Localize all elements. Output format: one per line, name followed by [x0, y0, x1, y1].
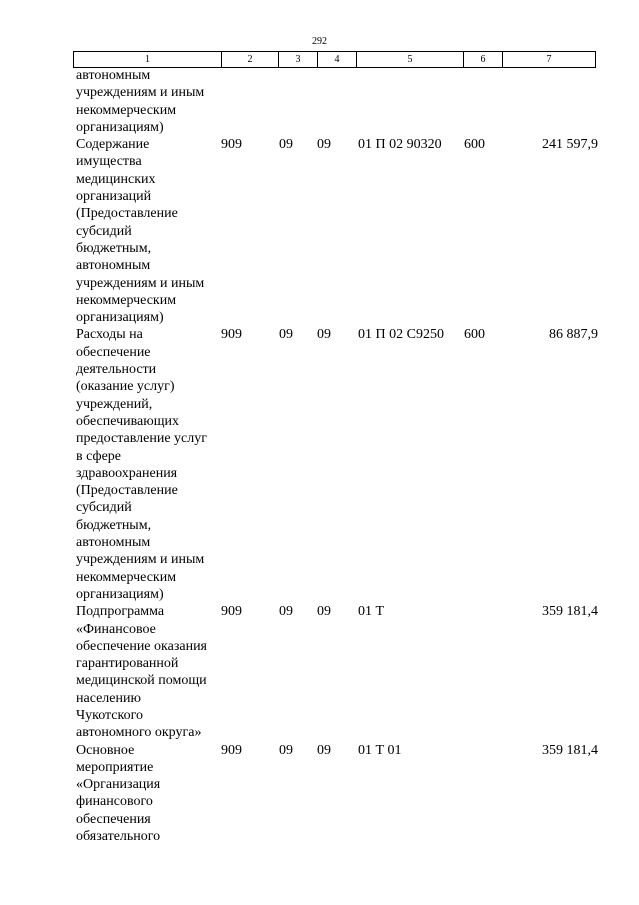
header-col-7: 7 [503, 52, 596, 68]
section-code: 09 [279, 137, 293, 153]
subsection-code: 09 [317, 742, 331, 758]
description-line: автономным [76, 258, 151, 274]
section-code: 09 [279, 327, 293, 343]
description-line: некоммерческим [76, 292, 177, 308]
description-line: учреждениям и иным [76, 552, 205, 568]
table-row [76, 67, 598, 136]
row-description [76, 136, 221, 326]
description-line: автономного округа» [76, 725, 202, 741]
description-line: медицинских [76, 171, 156, 187]
description-line: гарантированной [76, 656, 179, 672]
description-line: организациям) [76, 310, 164, 326]
description-line: организациям) [76, 119, 164, 135]
target-article-code: 01 П 02 С9250 [358, 327, 444, 343]
admin-code: 909 [221, 604, 242, 620]
description-line: обеспечение [76, 344, 151, 360]
section-code: 09 [279, 604, 293, 620]
description-line: «Финансовое [76, 621, 156, 637]
expense-type-code: 600 [464, 137, 485, 153]
section-code: 09 [279, 742, 293, 758]
amount-value: 359 181,4 [542, 604, 598, 620]
subsection-code: 09 [317, 604, 331, 620]
description-line: учреждений, [76, 396, 153, 412]
description-line: бюджетным, [76, 517, 152, 533]
target-article-code: 01 П 02 90320 [358, 137, 442, 153]
admin-code: 909 [221, 137, 242, 153]
header-col-2: 2 [222, 52, 279, 68]
description-line: (Предоставление [76, 483, 178, 499]
description-line: Содержание [76, 137, 150, 153]
description-line: организаций [76, 189, 152, 205]
budget-table-body [76, 67, 598, 845]
target-article-code: 01 Т 01 [358, 742, 402, 758]
row-description [76, 326, 221, 603]
description-line: в сфере [76, 448, 121, 464]
description-line: некоммерческим [76, 102, 177, 118]
expense-type-code: 600 [464, 327, 485, 343]
table-row [76, 136, 598, 326]
subsection-code: 09 [317, 327, 331, 343]
description-line: бюджетным, [76, 240, 152, 256]
amount-value: 241 597,9 [542, 137, 598, 153]
description-line: медицинской помощи [76, 673, 207, 689]
description-line: организациям) [76, 586, 164, 602]
target-article-code: 01 Т [358, 604, 385, 620]
description-line: деятельности [76, 362, 157, 378]
description-line: обеспечения [76, 811, 151, 827]
column-number-header [73, 51, 596, 68]
description-line: автономным [76, 535, 151, 551]
header-col-1: 1 [74, 52, 222, 68]
description-line: (Предоставление [76, 206, 178, 222]
description-line: «Организация [76, 777, 161, 793]
description-line: Расходы на [76, 327, 143, 343]
description-line: Чукотского [76, 707, 143, 723]
description-line: Подпрограмма [76, 604, 165, 620]
header-col-4: 4 [318, 52, 357, 68]
table-row [76, 326, 598, 603]
admin-code: 909 [221, 327, 242, 343]
description-line: автономным [76, 68, 151, 83]
description-line: субсидий [76, 500, 132, 516]
description-line: финансового [76, 794, 153, 810]
row-description [76, 603, 221, 741]
description-line: учреждениям и иным [76, 275, 205, 291]
table-row [76, 603, 598, 741]
description-line: здравоохранения [76, 465, 178, 481]
header-col-5: 5 [357, 52, 464, 68]
row-description [76, 742, 221, 846]
description-line: Основное [76, 742, 135, 758]
description-line: имущества [76, 154, 142, 170]
amount-value: 359 181,4 [542, 742, 598, 758]
description-line: некоммерческим [76, 569, 177, 585]
amount-value: 86 887,9 [549, 327, 598, 343]
page-number: 292 [312, 36, 327, 47]
row-description [76, 67, 221, 136]
description-line: учреждениям и иным [76, 85, 205, 101]
subsection-code: 09 [317, 137, 331, 153]
description-line: мероприятие [76, 759, 154, 775]
table-row [76, 742, 598, 846]
admin-code: 909 [221, 742, 242, 758]
header-col-3: 3 [279, 52, 318, 68]
description-line: обеспечивающих [76, 413, 179, 429]
description-line: обеспечение оказания [76, 638, 207, 654]
description-line: населению [76, 690, 141, 706]
description-line: предоставление услуг [76, 431, 207, 447]
description-line: субсидий [76, 223, 132, 239]
description-line: (оказание услуг) [76, 379, 175, 395]
header-col-6: 6 [464, 52, 503, 68]
description-line: обязательного [76, 829, 161, 845]
